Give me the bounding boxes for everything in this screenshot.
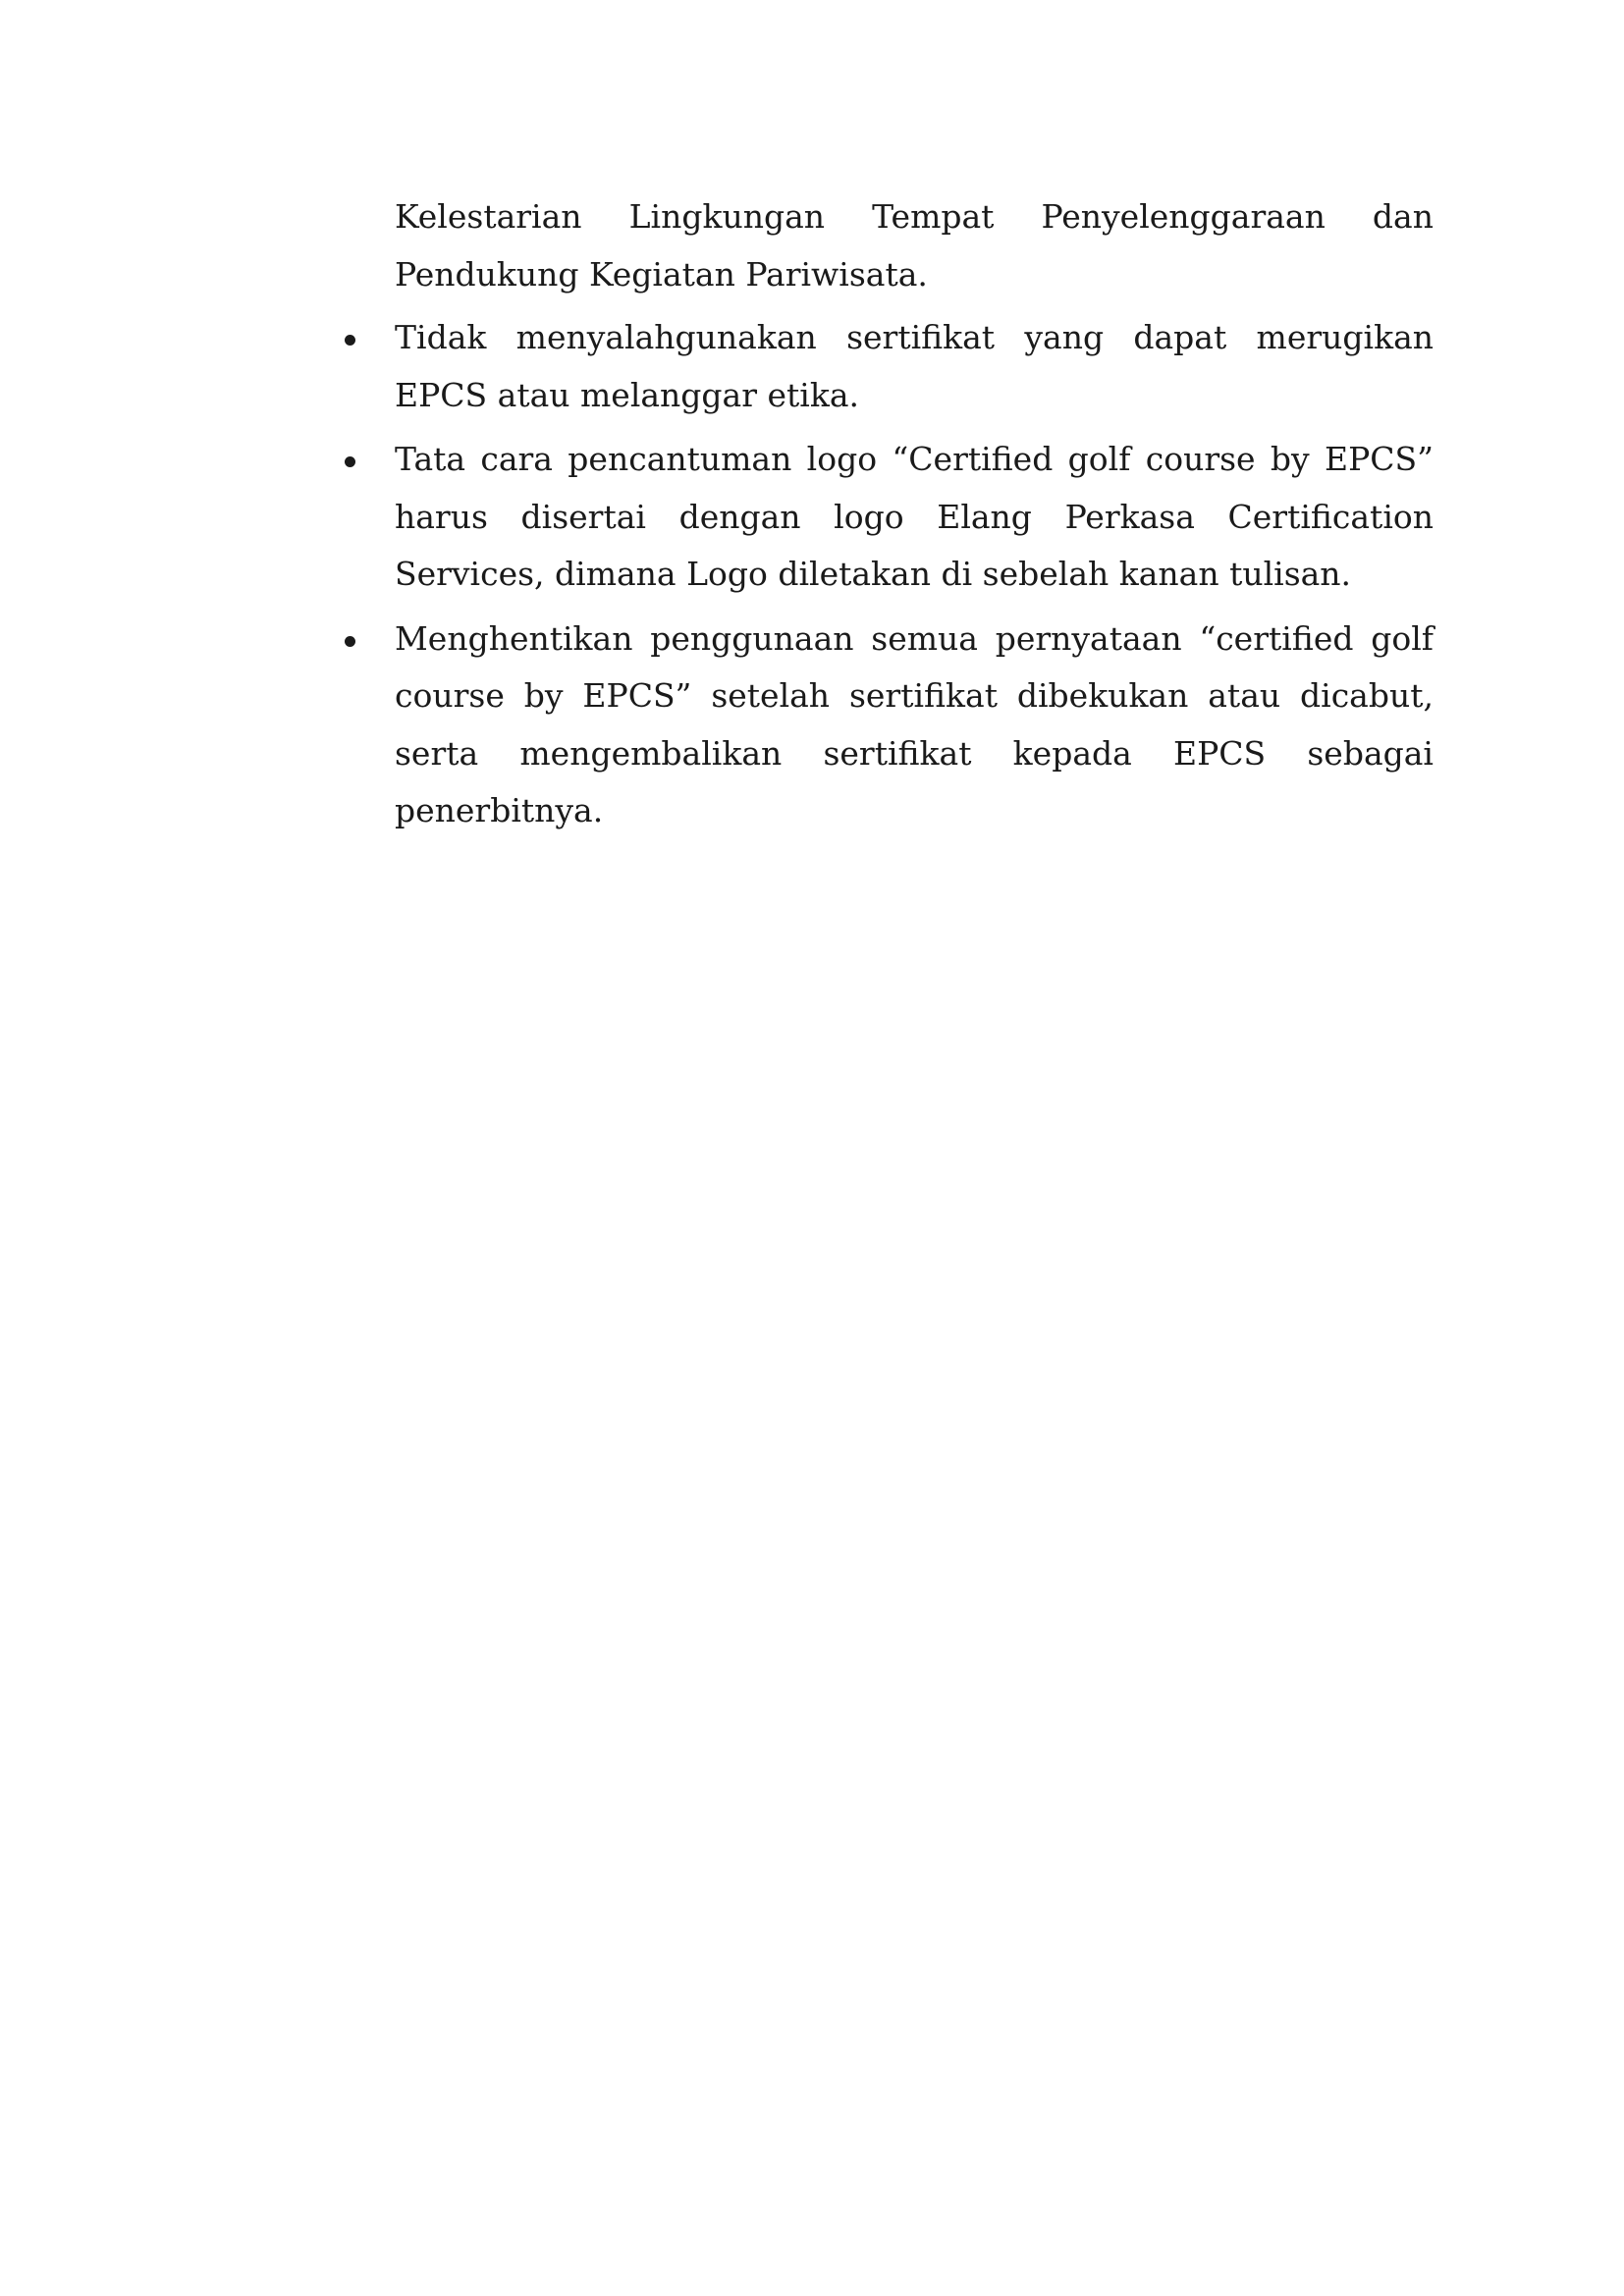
bullet-item bbox=[395, 611, 1434, 840]
bullet-item bbox=[395, 431, 1434, 604]
bullet-icon bbox=[345, 456, 355, 467]
bullet-item bbox=[395, 309, 1434, 424]
document-body bbox=[395, 188, 1434, 847]
continuation-paragraph: Kelestarian Lingkungan Tempat Penyelenggaraan dan Pendukung Kegiatan Pariwisata. bbox=[395, 197, 1434, 294]
bullet-text: Menghentikan penggunaan semua pernyataan “certified golf course by EPCS” setelah sertifikat dibekukan atau dicabut, serta mengembalikan sertifikat kepada EPCS sebagai penerbitnya. bbox=[395, 618, 1434, 829]
bullet-text: Tata cara pencantuman logo “Certified golf course by EPCS” harus disertai dengan logo Elang Perkasa Certification Services, dimana Logo diletakan di sebelah kanan tulisan. bbox=[395, 440, 1434, 593]
bullet-icon bbox=[345, 636, 355, 647]
bullet-list bbox=[395, 309, 1434, 840]
bullet-icon bbox=[345, 335, 355, 346]
bullet-text: Tidak menyalahgunakan sertifikat yang dapat merugikan EPCS atau melanggar etika. bbox=[395, 318, 1434, 414]
